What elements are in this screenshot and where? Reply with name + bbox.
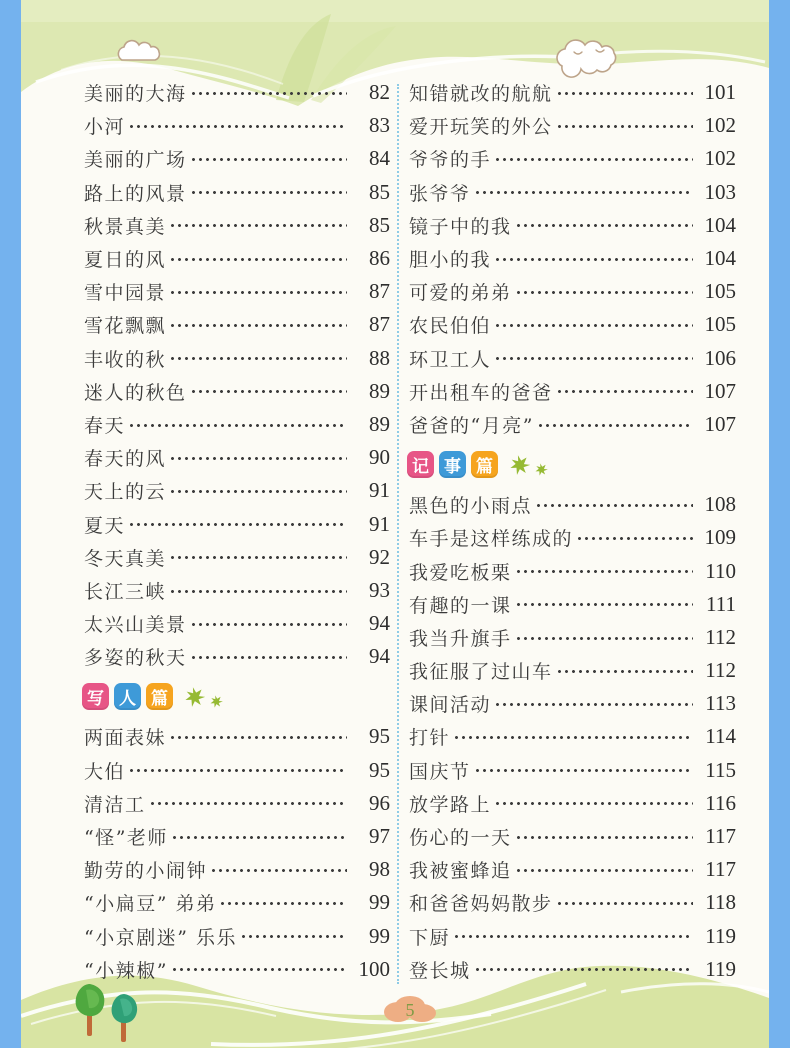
dot-leader (556, 661, 693, 681)
toc-entry (409, 521, 736, 554)
toc-entry-page: 107 (704, 411, 736, 436)
toc-entry-page: 99 (369, 890, 390, 915)
toc-entry-title: 胆小的我 (409, 249, 492, 272)
toc-entry-title: 两面表妹 (84, 727, 167, 750)
dot-leader (494, 694, 693, 714)
toc-entry-title: 车手是这样练成的 (409, 528, 574, 551)
dot-leader (537, 414, 693, 434)
badge-char: 写 (82, 683, 109, 710)
toc-entry-title: 太兴山美景 (84, 614, 187, 637)
toc-entry (409, 209, 736, 242)
toc-entry (84, 787, 390, 820)
toc-entry-page: 95 (369, 724, 390, 749)
toc-entry-title: 小河 (84, 116, 126, 139)
toc-entry-page: 89 (369, 378, 390, 403)
dot-leader (240, 926, 347, 946)
section-badge (82, 673, 390, 720)
dot-leader (169, 348, 347, 368)
toc-entry-page: 85 (369, 179, 390, 204)
toc-entry (84, 176, 390, 209)
toc-entry-page: 112 (705, 658, 736, 683)
toc-entry (84, 507, 390, 540)
toc-entry-page: 99 (369, 923, 390, 948)
toc-entry-page: 107 (704, 378, 736, 403)
toc-entry-title: 大伯 (84, 760, 126, 783)
toc-entry-page: 109 (704, 525, 736, 550)
toc-entry-title: 农民伯伯 (409, 315, 492, 338)
toc-entry-page: 89 (369, 411, 390, 436)
dot-leader (149, 793, 347, 813)
toc-entry (84, 853, 390, 886)
toc-entry-page: 94 (369, 644, 390, 669)
toc-entry-title: 爸爸的“月亮” (409, 414, 534, 437)
toc-entry (409, 375, 736, 408)
toc-entry (409, 720, 736, 753)
toc-entry-title: 秋景真美 (84, 215, 167, 238)
badge-char: 记 (407, 451, 434, 478)
toc-entry-page: 104 (704, 246, 736, 271)
toc-column-left (84, 76, 390, 986)
toc-entry (409, 588, 736, 621)
dot-leader (515, 827, 693, 847)
dot-leader (128, 414, 347, 434)
toc-entry-page: 108 (704, 492, 736, 517)
toc-entry-page: 92 (369, 544, 390, 569)
toc-entry-page: 102 (704, 113, 736, 138)
toc-entry-title: 黑色的小雨点 (409, 495, 533, 518)
badge-char: 篇 (146, 683, 173, 710)
toc-entry-title: 张爷爷 (409, 182, 471, 205)
badge-char: 人 (114, 683, 141, 710)
dot-leader (515, 627, 693, 647)
toc-entry (84, 342, 390, 375)
toc-entry-title: 迷人的秋色 (84, 381, 187, 404)
toc-entry (409, 820, 736, 853)
right-border-strip (769, 0, 790, 1048)
dot-leader (171, 827, 347, 847)
badge-char: 篇 (471, 451, 498, 478)
dot-leader (494, 348, 693, 368)
toc-entry-page: 87 (369, 312, 390, 337)
toc-entry-page: 117 (705, 857, 736, 882)
toc-entry-page: 110 (705, 558, 736, 583)
toc-entry (84, 375, 390, 408)
toc-entry (84, 142, 390, 175)
tree-icon (104, 992, 144, 1044)
toc-entry (84, 541, 390, 574)
toc-entry-page: 112 (705, 624, 736, 649)
dot-leader (190, 182, 347, 202)
toc-entry-page: 91 (369, 511, 390, 536)
dot-leader (128, 760, 347, 780)
toc-entry-page: 93 (369, 577, 390, 602)
dot-leader (474, 959, 693, 979)
toc-entry-page: 91 (369, 478, 390, 503)
toc-entry-title: 我被蜜蜂追 (409, 860, 512, 883)
toc-entry (84, 441, 390, 474)
toc-entry-title: 爷爷的手 (409, 149, 492, 172)
toc-entry-title: 长江三峡 (84, 580, 167, 603)
toc-entry-title: 天上的云 (84, 481, 167, 504)
toc-entry-title: 打针 (409, 727, 451, 750)
toc-entry (84, 76, 390, 109)
toc-entry-page: 105 (704, 312, 736, 337)
dot-leader (494, 793, 693, 813)
toc-entry-page: 113 (705, 691, 736, 716)
toc-entry-page: 94 (369, 611, 390, 636)
toc-entry-title: 和爸爸妈妈散步 (409, 893, 553, 916)
toc-entry (409, 654, 736, 687)
toc-entry (84, 886, 390, 919)
toc-entry-page: 84 (369, 146, 390, 171)
toc-entry-page: 85 (369, 212, 390, 237)
toc-entry (84, 242, 390, 275)
dot-leader (474, 182, 693, 202)
dot-leader (190, 614, 347, 634)
toc-entry-title: 丰收的秋 (84, 348, 167, 371)
toc-entry-page: 111 (706, 591, 736, 616)
left-border-strip (0, 0, 21, 1048)
toc-entry (409, 308, 736, 341)
toc-entry (84, 720, 390, 753)
maple-leaf-icon (208, 692, 226, 710)
toc-entry-title: 下厨 (409, 926, 451, 949)
toc-entry-page: 97 (369, 824, 390, 849)
toc-entry (409, 109, 736, 142)
toc-entry-title: “怪”老师 (84, 827, 168, 850)
toc-entry-page: 86 (369, 246, 390, 271)
dot-leader (556, 116, 693, 136)
dot-leader (169, 727, 347, 747)
toc-column-right (409, 76, 736, 986)
dot-leader (128, 116, 347, 136)
dot-leader (453, 727, 693, 747)
toc-entry-page: 116 (705, 790, 736, 815)
toc-entry-title: 冬天真美 (84, 547, 167, 570)
toc-entry-title: 夏天 (84, 514, 126, 537)
toc-entry (409, 408, 736, 441)
dot-leader (128, 514, 347, 534)
cloud-icon (112, 36, 170, 68)
dot-leader (535, 495, 693, 515)
toc-entry-title: 环卫工人 (409, 348, 492, 371)
toc-entry-page: 88 (369, 345, 390, 370)
toc-entry (84, 640, 390, 673)
toc-entry-title: 我爱吃板栗 (409, 561, 512, 584)
dot-leader (474, 760, 693, 780)
dot-leader (169, 315, 347, 335)
toc-entry (84, 920, 390, 953)
toc-entry-page: 101 (704, 80, 736, 105)
toc-entry-page: 104 (704, 212, 736, 237)
dot-leader (190, 83, 347, 103)
toc-entry-title: 春天的风 (84, 448, 167, 471)
toc-entry-title: 爱开玩笑的外公 (409, 116, 553, 139)
dot-leader (169, 448, 347, 468)
toc-entry-title: “小辣椒” (84, 959, 168, 982)
toc-entry-title: 美丽的广场 (84, 149, 187, 172)
page-number: 5 (405, 1000, 415, 1020)
dot-leader (556, 893, 693, 913)
toc-entry-title: 雪花飘飘 (84, 315, 167, 338)
toc-entry (409, 787, 736, 820)
toc-entry-title: 开出租车的爸爸 (409, 381, 553, 404)
toc-entry-title: 放学路上 (409, 793, 492, 816)
toc-entry-title: 我征服了过山车 (409, 661, 553, 684)
toc-entry (84, 474, 390, 507)
dot-leader (219, 893, 347, 913)
toc-entry-page: 98 (369, 857, 390, 882)
toc-entry (84, 607, 390, 640)
dot-leader (556, 83, 693, 103)
toc-entry-title: 可爱的弟弟 (409, 282, 512, 305)
toc-entry-title: 清洁工 (84, 793, 146, 816)
toc-entry-title: 镜子中的我 (409, 215, 512, 238)
toc-entry-title: 春天 (84, 414, 126, 437)
toc-entry (409, 275, 736, 308)
toc-entry-title: 课间活动 (409, 694, 492, 717)
toc-entry (409, 886, 736, 919)
section-badge (407, 441, 736, 488)
column-divider (397, 84, 399, 984)
dot-leader (169, 282, 347, 302)
toc-entry (409, 142, 736, 175)
toc-entry-title: 我当升旗手 (409, 627, 512, 650)
toc-entry-page: 83 (369, 113, 390, 138)
toc-entry-page: 117 (705, 824, 736, 849)
toc-entry-page: 106 (704, 345, 736, 370)
toc-entry-title: 夏日的风 (84, 249, 167, 272)
dot-leader (169, 547, 347, 567)
toc-entry (409, 754, 736, 787)
dot-leader (169, 481, 347, 501)
dot-leader (556, 381, 693, 401)
maple-leaf-icon (181, 683, 209, 711)
dot-leader (190, 381, 347, 401)
toc-entry-page: 90 (369, 445, 390, 470)
maple-leaf-icon (533, 460, 551, 478)
dot-leader (169, 580, 347, 600)
dot-leader (515, 282, 693, 302)
dot-leader (210, 860, 347, 880)
toc-entry (409, 176, 736, 209)
toc-entry-title: 路上的风景 (84, 182, 187, 205)
toc-entry (409, 853, 736, 886)
toc-entry (84, 574, 390, 607)
toc-entry (84, 308, 390, 341)
toc-entry-title: 雪中园景 (84, 282, 167, 305)
toc-entry (84, 408, 390, 441)
toc-entry (409, 242, 736, 275)
toc-entry (409, 342, 736, 375)
maple-leaf-icon (506, 450, 534, 478)
toc-entry (409, 687, 736, 720)
toc-entry-title: 伤心的一天 (409, 827, 512, 850)
toc-entry-page: 105 (704, 279, 736, 304)
toc-entry-title: 多姿的秋天 (84, 647, 187, 670)
toc-entry-title: “小京剧迷” 乐乐 (84, 926, 237, 949)
toc-entry (84, 820, 390, 853)
toc-entry (84, 754, 390, 787)
dot-leader (494, 149, 693, 169)
dot-leader (494, 249, 693, 269)
toc-entry (409, 621, 736, 654)
toc-entry-title: 有趣的一课 (409, 594, 512, 617)
toc-entry (409, 488, 736, 521)
dot-leader (190, 149, 347, 169)
badge-char: 事 (439, 451, 466, 478)
toc-entry-title: 勤劳的小闹钟 (84, 860, 208, 883)
leaf-decoration (183, 685, 224, 709)
dot-leader (515, 594, 693, 614)
dot-leader (515, 561, 693, 581)
toc-entry (409, 554, 736, 587)
toc-entry (84, 953, 390, 986)
toc-entry-page: 96 (369, 790, 390, 815)
toc-entry-page: 82 (369, 80, 390, 105)
toc-entry (84, 209, 390, 242)
toc-entry-title: 国庆节 (409, 760, 471, 783)
dot-leader (453, 926, 693, 946)
dot-leader (190, 647, 347, 667)
dot-leader (494, 315, 693, 335)
page-number-badge (378, 992, 442, 1028)
toc-entry-page: 100 (358, 956, 390, 981)
dot-leader (171, 959, 347, 979)
toc-entry-title: 知错就改的航航 (409, 83, 553, 106)
toc-entry (409, 76, 736, 109)
toc-entry-page: 114 (705, 724, 736, 749)
toc-entry-title: 美丽的大海 (84, 83, 187, 106)
toc-entry (409, 953, 736, 986)
toc-entry (84, 109, 390, 142)
toc-entry-title: “小扁豆” 弟弟 (84, 893, 217, 916)
cloud-icon (548, 30, 630, 78)
toc-entry-page: 95 (369, 757, 390, 782)
toc-entry-page: 119 (705, 956, 736, 981)
toc-entry-page: 87 (369, 279, 390, 304)
dot-leader (515, 215, 693, 235)
dot-leader (576, 528, 693, 548)
toc-entry-page: 103 (704, 179, 736, 204)
dot-leader (169, 249, 347, 269)
toc-entry (409, 920, 736, 953)
toc-entry-page: 119 (705, 923, 736, 948)
toc-entry-page: 102 (704, 146, 736, 171)
toc-entry-title: 登长城 (409, 959, 471, 982)
dot-leader (169, 215, 347, 235)
leaf-decoration (508, 453, 549, 477)
toc-entry-page: 118 (705, 890, 736, 915)
toc-entry (84, 275, 390, 308)
toc-entry-page: 115 (705, 757, 736, 782)
dot-leader (515, 860, 693, 880)
